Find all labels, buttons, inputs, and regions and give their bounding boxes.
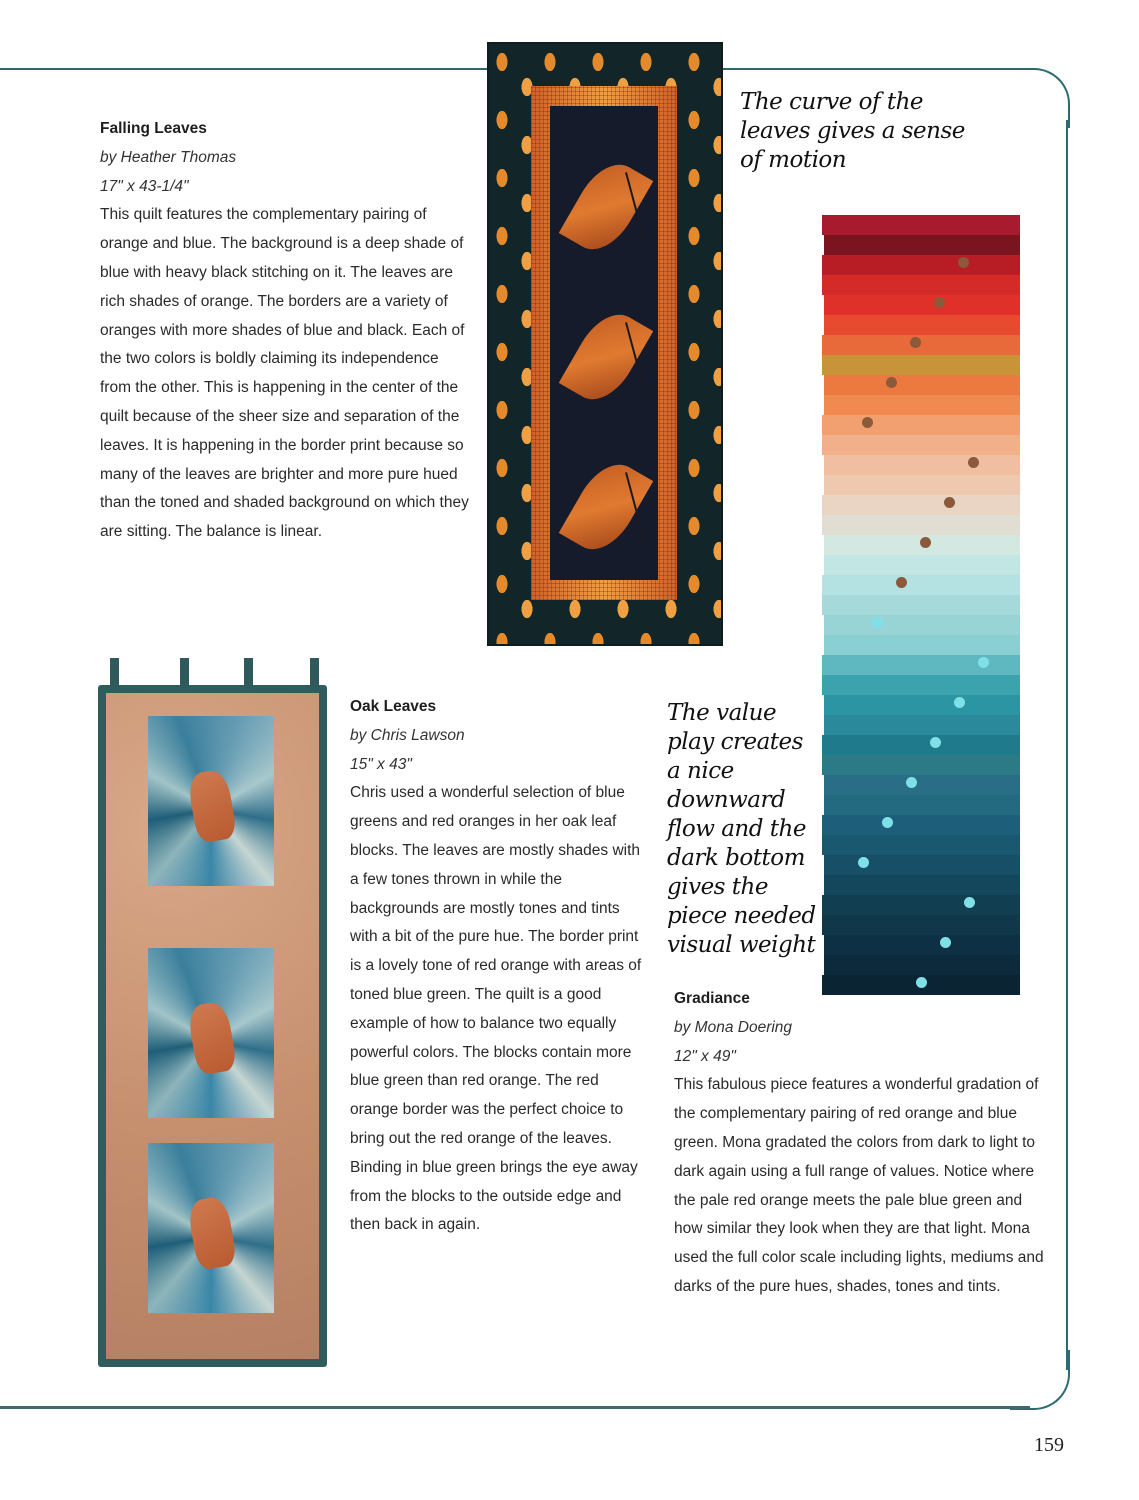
page-frame-bottom <box>0 1406 1030 1409</box>
fabric-strip <box>824 775 1020 795</box>
fabric-strip <box>822 675 1020 695</box>
fabric-strip <box>824 855 1020 875</box>
hanging-tab <box>244 658 253 688</box>
article-dimensions: 17" x 43-1/4" <box>100 177 189 195</box>
fabric-strip <box>822 415 1020 435</box>
button-embellishment <box>958 257 969 268</box>
oak-leaf-block <box>148 1143 274 1313</box>
button-embellishment <box>964 897 975 908</box>
fabric-strip <box>822 335 1020 355</box>
article-body: This quilt features the complementary pairing of orange and blue. The background is a deep shade of blue with heavy black stitching on it. The leaves are rich shades of orange. The borders are a variety of oranges with more shades of blue and black. Each of the two colors is boldly claiming its independence from the other. This is happening in the center of the quilt because of the sheer size and separation of the leaves. It is happening in the border print because so many of the leaves are brighter and more pure hued than the toned and shaded background on which they are sitting. The balance is linear. <box>100 206 469 541</box>
fabric-strip <box>822 835 1020 855</box>
button-embellishment <box>872 617 883 628</box>
quilt-center-panel <box>550 106 658 580</box>
article-byline: by Mona Doering <box>674 1018 793 1036</box>
fabric-strip <box>824 875 1020 895</box>
button-embellishment <box>906 777 917 788</box>
button-embellishment <box>910 337 921 348</box>
fabric-strip <box>822 735 1020 755</box>
fabric-strip <box>824 935 1020 955</box>
gradiance-quilt-image <box>822 215 1022 995</box>
fabric-strip <box>822 655 1020 675</box>
button-embellishment <box>954 697 965 708</box>
fabric-strip <box>822 355 1020 375</box>
article-oak-leaves <box>350 693 650 1240</box>
fabric-strip <box>824 795 1020 815</box>
hanging-tab <box>310 658 319 688</box>
fabric-strip <box>822 255 1020 275</box>
quilt-border <box>106 693 319 1359</box>
article-gradiance <box>674 985 1044 1302</box>
oak-leaf-block <box>148 948 274 1118</box>
article-body: This fabulous piece features a wonderful gradation of the complementary pairing of red orange and blue green. Mona gradated the colors from dark to light to dark again using a full range of values. Notice where the pale red orange meets the pale blue green and how similar they look when they are that light. Mona used the full color scale including lights, mediums and darks of the pure hues, shades, tones and tints. <box>674 1076 1044 1295</box>
fabric-strip <box>822 915 1020 935</box>
fabric-strip <box>824 955 1020 975</box>
button-embellishment <box>934 297 945 308</box>
hanging-tab <box>180 658 189 688</box>
leaf-appliqué <box>559 453 653 561</box>
fabric-strip <box>822 515 1020 535</box>
fabric-strip <box>822 595 1020 615</box>
fabric-strip <box>822 575 1020 595</box>
article-byline: by Heather Thomas <box>100 148 237 166</box>
button-embellishment <box>862 417 873 428</box>
article-dimensions: 15" x 43" <box>350 755 412 773</box>
button-embellishment <box>896 577 907 588</box>
article-title: Oak Leaves <box>350 698 437 715</box>
oak-leaf-block <box>148 716 274 886</box>
leaf-appliqué <box>559 303 653 411</box>
fabric-strip <box>824 475 1020 495</box>
button-embellishment <box>858 857 869 868</box>
button-embellishment <box>930 737 941 748</box>
quilt-grid-border <box>531 86 677 600</box>
page-frame-right <box>1066 120 1068 1370</box>
falling-leaves-quilt-image <box>487 42 723 646</box>
hanging-tab <box>110 658 119 688</box>
fabric-strip <box>824 295 1020 315</box>
fabric-strip <box>824 375 1020 395</box>
fabric-strip <box>822 435 1020 455</box>
button-embellishment <box>944 497 955 508</box>
fabric-strip <box>824 715 1020 735</box>
fabric-strip <box>822 755 1020 775</box>
button-embellishment <box>886 377 897 388</box>
article-dimensions: 12" x 49" <box>674 1047 736 1065</box>
button-embellishment <box>978 657 989 668</box>
page-frame-corner <box>1010 1350 1070 1410</box>
page-frame-corner <box>1010 68 1070 128</box>
page-number: 159 <box>1034 1434 1064 1456</box>
button-embellishment <box>968 457 979 468</box>
fabric-strip <box>822 275 1020 295</box>
fabric-strip <box>822 495 1020 515</box>
button-embellishment <box>920 537 931 548</box>
handwritten-note-motion: The curve of the leaves gives a sense of motion <box>740 89 965 173</box>
fabric-strip <box>824 455 1020 475</box>
button-embellishment <box>882 817 893 828</box>
article-body: Chris used a wonderful selection of blue greens and red oranges in her oak leaf blocks. The leaves are mostly shades with a few tones thrown in while the backgrounds are mostly tones and tints with a bit of the pure hue. The border print is a lovely tone of red orange with areas of toned blue green. The quilt is a good example of how to balance two equally powerful colors. The blocks contain more blue green than red orange. The red orange border was the perfect choice to bring out the red orange of the leaves. Binding in blue green brings the eye away from the blocks to the outside edge and then back in again. <box>350 784 642 1234</box>
fabric-strip <box>824 235 1020 255</box>
fabric-strip <box>824 695 1020 715</box>
leaf-appliqué <box>559 153 653 261</box>
handwritten-note-value: The value play creates a nice downward flow and the dark bottom gives the piece needed visual weight <box>667 700 816 958</box>
fabric-strip <box>824 315 1020 335</box>
fabric-strip <box>822 895 1020 915</box>
fabric-strip <box>822 215 1020 235</box>
fabric-strip <box>824 395 1020 415</box>
button-embellishment <box>940 937 951 948</box>
article-title: Gradiance <box>674 990 750 1007</box>
fabric-strip <box>824 615 1020 635</box>
fabric-strip <box>824 635 1020 655</box>
fabric-strip <box>824 555 1020 575</box>
oak-leaves-quilt-image <box>98 685 327 1367</box>
fabric-strip <box>822 815 1020 835</box>
article-byline: by Chris Lawson <box>350 726 465 744</box>
article-title: Falling Leaves <box>100 120 207 137</box>
article-falling-leaves <box>100 115 472 547</box>
